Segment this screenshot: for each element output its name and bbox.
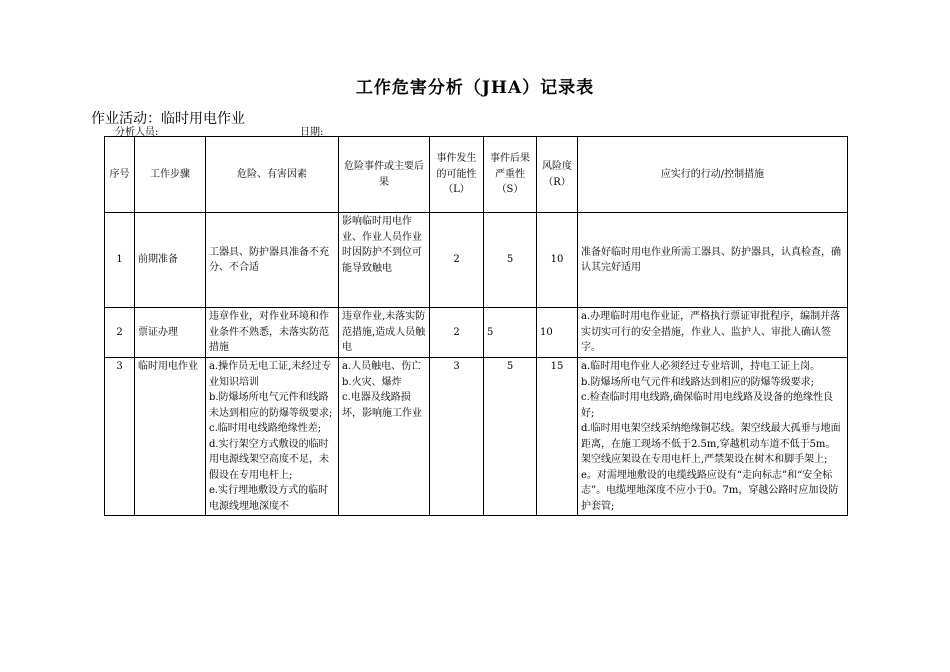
- row-no: 3: [105, 358, 135, 516]
- header-risk: 风险度（R）: [537, 137, 578, 213]
- row-risk: 10: [537, 213, 578, 308]
- control-item: d.临时用电架空线采纳绝缘铜芯线。架空线最大孤垂与地面距离，在施工现场不低于2.5m,穿越机动车道不低于5m。架空线应架设在专用电杆上,严禁架设在树木和脚手架上;: [581, 423, 841, 465]
- row-hazard: 工器具、防护器具准备不充分、不合适: [206, 213, 339, 308]
- jha-table: [104, 136, 848, 516]
- row-control: a.办理临时用电作业证，严格执行票证审批程序，编制并落实切实可行的安全措施，作业人、监护人、审批人确认签字。: [578, 308, 848, 358]
- header-control: 应实行的行动/控制措施: [578, 137, 848, 213]
- row-risk: 10: [537, 308, 578, 358]
- row-control: [578, 358, 848, 516]
- row-hazard: [206, 358, 339, 516]
- date-label: 日期:: [300, 127, 324, 138]
- hazard-item: b.防爆场所电气元件和线路未达到相应的防爆等级要求;: [209, 392, 333, 419]
- row-consequence: [339, 358, 430, 516]
- header-step: 工作步骤: [135, 137, 206, 213]
- row-hazard: 违章作业，对作业环境和作业条件不熟悉，未落实防范措施: [206, 308, 339, 358]
- document-title: 工作危害分析（JHA）记录表: [355, 78, 595, 98]
- row-step: 临时用电作业: [135, 358, 206, 516]
- row-no: 2: [105, 308, 135, 358]
- table-row: [105, 213, 848, 308]
- control-item: b.防爆场所电气元件和线路达到相应的防爆等级要求;: [581, 376, 814, 388]
- control-item: a.临时用电作业人必须经过专业培训，持电工证上岗。: [581, 361, 821, 372]
- header-consequence: 危险事件或主要后果: [339, 137, 430, 213]
- row-step: 票证办理: [135, 308, 206, 358]
- header-no: 序号: [105, 137, 135, 213]
- row-risk: 15: [537, 358, 578, 516]
- hazard-item: e.实行埋地敷设方式的临时电源线埋地深度不: [209, 485, 329, 512]
- analyst-label: 分析人员:: [115, 127, 159, 138]
- table-row: [105, 308, 848, 358]
- hazard-item: c.临时用电线路绝缘性差;: [209, 423, 322, 434]
- row-severity: 5: [484, 213, 537, 308]
- header-hazard: 危险、有害因素: [206, 137, 339, 213]
- hazard-item: a.操作员无电工证,未经过专业知识培训: [209, 361, 332, 388]
- row-no: 1: [105, 213, 135, 308]
- header-row: [105, 137, 848, 213]
- row-step: 前期准备: [135, 213, 206, 308]
- hazard-item: d.实行架空方式敷设的临时用电源线架空高度不足，未假设在专用电杆上;: [209, 438, 329, 481]
- consequence-item: c.电器及线路损坏，影响施工作业: [342, 392, 422, 419]
- control-item: e。对需埋地敷设的电缆线路应设有“走向标志”和“安全标志”。电缆埋地深度不应小于0。7m，穿越公路时应加设防护套管;: [581, 469, 839, 512]
- row-likelihood: 2: [430, 308, 484, 358]
- control-item: c.检查临时用电线路,确保临时用电线路及设备的绝缘性良好;: [581, 392, 833, 419]
- activity-label: 作业活动：临时用电作业: [91, 111, 245, 127]
- consequence-item: a.人员触电、伤亡: [342, 361, 422, 372]
- row-severity: 5: [484, 308, 537, 358]
- row-severity: 5: [484, 358, 537, 516]
- header-severity: 事件后果严重性（S）: [484, 137, 537, 213]
- row-likelihood: 3: [430, 358, 484, 516]
- header-likelihood: 事件发生的可能性（L）: [430, 137, 484, 213]
- row-control: 准备好临时用电作业所需工器具、防护器具，认真检查，确认其完好适用: [578, 213, 848, 308]
- row-likelihood: 2: [430, 213, 484, 308]
- row-consequence: 违章作业,未落实防范措施,造成人员触电: [339, 308, 430, 358]
- consequence-item: b.火灾、爆炸: [342, 376, 402, 388]
- row-consequence: 影响临时用电作业、作业人员作业时因防护不到位可能导致触电: [339, 213, 430, 308]
- table-row: [105, 358, 848, 516]
